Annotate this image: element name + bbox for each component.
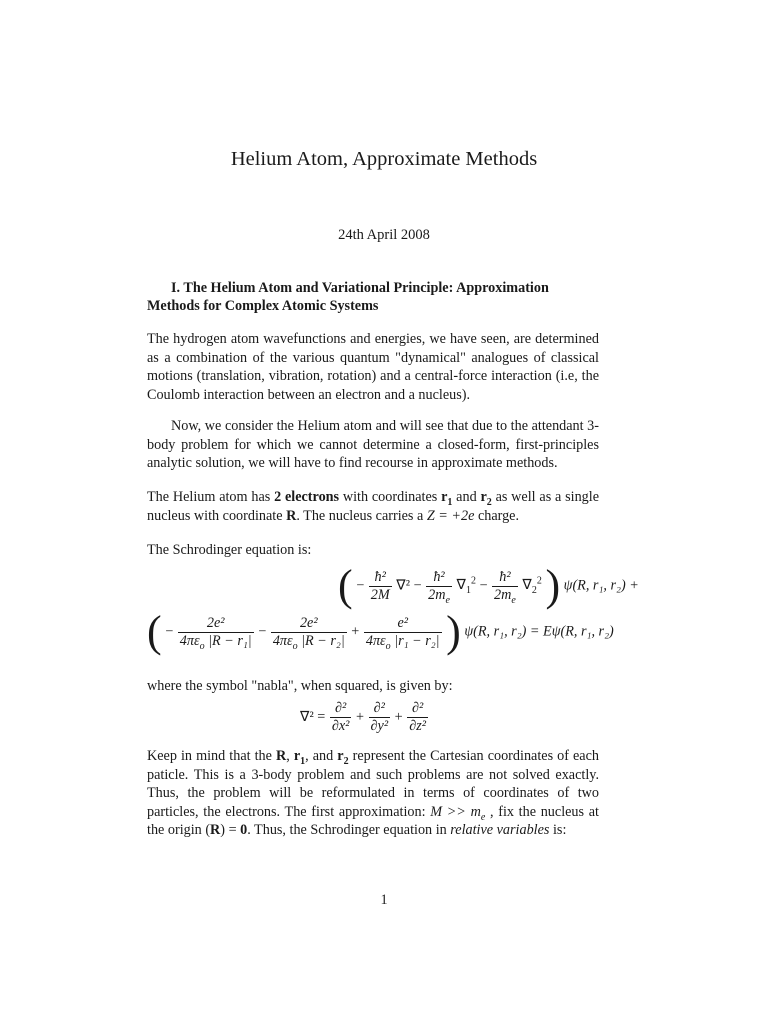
- left-paren: (: [338, 561, 353, 610]
- fraction-d2dz2: $\frac{\text{∂²}}{\text{∂z²}}$: [409, 700, 426, 734]
- section-heading: [147, 279, 607, 315]
- section-heading-line1: I. The Helium Atom and Variational Principle: Approximation: [171, 280, 549, 296]
- fraction-d2dy2: $\frac{\text{∂²}}{\text{∂y²}}$: [370, 700, 389, 734]
- paragraph-coordinates: Keep in mind that the R, $r_1$, and $r_2$ represent the Cartesian coordinates of each paticle. This is a 3-body problem and such problems are not solved exactly. Thus, the problem will be reformulated in terms of coordinates of two particles, the electrons. The first approximation: $M >> m_e$ , fix the nucleus at the origin (R) = 0. Thus, the Schrodinger equation in relative variables is:: [147, 748, 599, 839]
- paragraph-intro: The hydrogen atom wavefunctions and energies, we have seen, are determined as a combination of the various quantum "dynamical" analogues of classical motions (translation, vibration, rotation) and a central-force interaction (i.e, the Coulomb interaction between an electron and a nucleus).: [147, 331, 599, 403]
- fraction-hbar-2M: $\frac{\text{ħ²}}{2M}$: [370, 568, 390, 603]
- section-heading-line2: Methods for Complex Atomic Systems: [147, 298, 379, 314]
- paragraph-electrons: The Helium atom has 2 electrons with coordinates $r_1$ and $r_2$ as well as a single nucleus with coordinate R. The nucleus carries a Z = +2e charge.: [147, 489, 599, 524]
- right-paren: ): [545, 561, 561, 610]
- fraction-pot-2: $\frac{\text{2e²}}{4\pi\varepsilon_o |R - r_2|}$: [272, 614, 345, 652]
- fraction-hbar-2me-2: $\frac{\text{ħ²}}{2m_e}$: [494, 568, 516, 606]
- equation-potential: ( − $\frac{\text{2e²}}{4\pi\varepsilon_o |R - r_1|}$ − $\frac{\text{2e²}}{4\pi\varepsilon_o |R - r_2|}$ + $\frac{\text{e²}}{4\pi\varepsilon_o |r_1 - r_2|}$ ) ψ(R, r₁, r₂) = Eψ(R, r₁, r₂): [147, 607, 614, 656]
- fraction-d2dx2: $\frac{\text{∂²}}{\text{∂x²}}$: [331, 700, 350, 734]
- paragraph-schrodinger-intro: The Schrodinger equation is:: [147, 542, 312, 558]
- paragraph-nabla-intro: where the symbol "nabla", when squared, is given by:: [147, 678, 453, 694]
- fraction-hbar-2me-1: $\frac{\text{ħ²}}{2m_e}$: [428, 568, 450, 606]
- page-number: 1: [380, 892, 388, 908]
- paragraph-helium: Now, we consider the Helium atom and will see that due to the attendant 3-body problem for which we cannot determine a closed-form, first-principles analytic solution, we will have to find recourse in approximate methods.: [147, 418, 599, 472]
- document-date: 24th April 2008: [338, 227, 430, 243]
- fraction-pot-3: $\frac{\text{e²}}{4\pi\varepsilon_o |r_1 - r_2|}$: [365, 614, 440, 652]
- document-title: Helium Atom, Approximate Methods: [230, 148, 538, 170]
- fraction-pot-1: $\frac{\text{2e²}}{4\pi\varepsilon_o |R - r_1|}$: [179, 614, 252, 652]
- equation-nabla: ∇² = $\frac{\text{∂²}}{\text{∂x²}}$ + $\frac{\text{∂²}}{\text{∂y²}}$ + $\frac{\text{∂²}}{\text{∂z²}}$: [300, 700, 426, 734]
- equation-kinetic: ( − $\frac{\text{ħ²}}{2M}$ ∇² − $\frac{\text{ħ²}}{2m_e}$ $\nabla_1^2$ − $\frac{\text{ħ²}}{2m_e}$ $\nabla_2^2$ ) ψ(R, r₁, r₂) +: [338, 561, 639, 610]
